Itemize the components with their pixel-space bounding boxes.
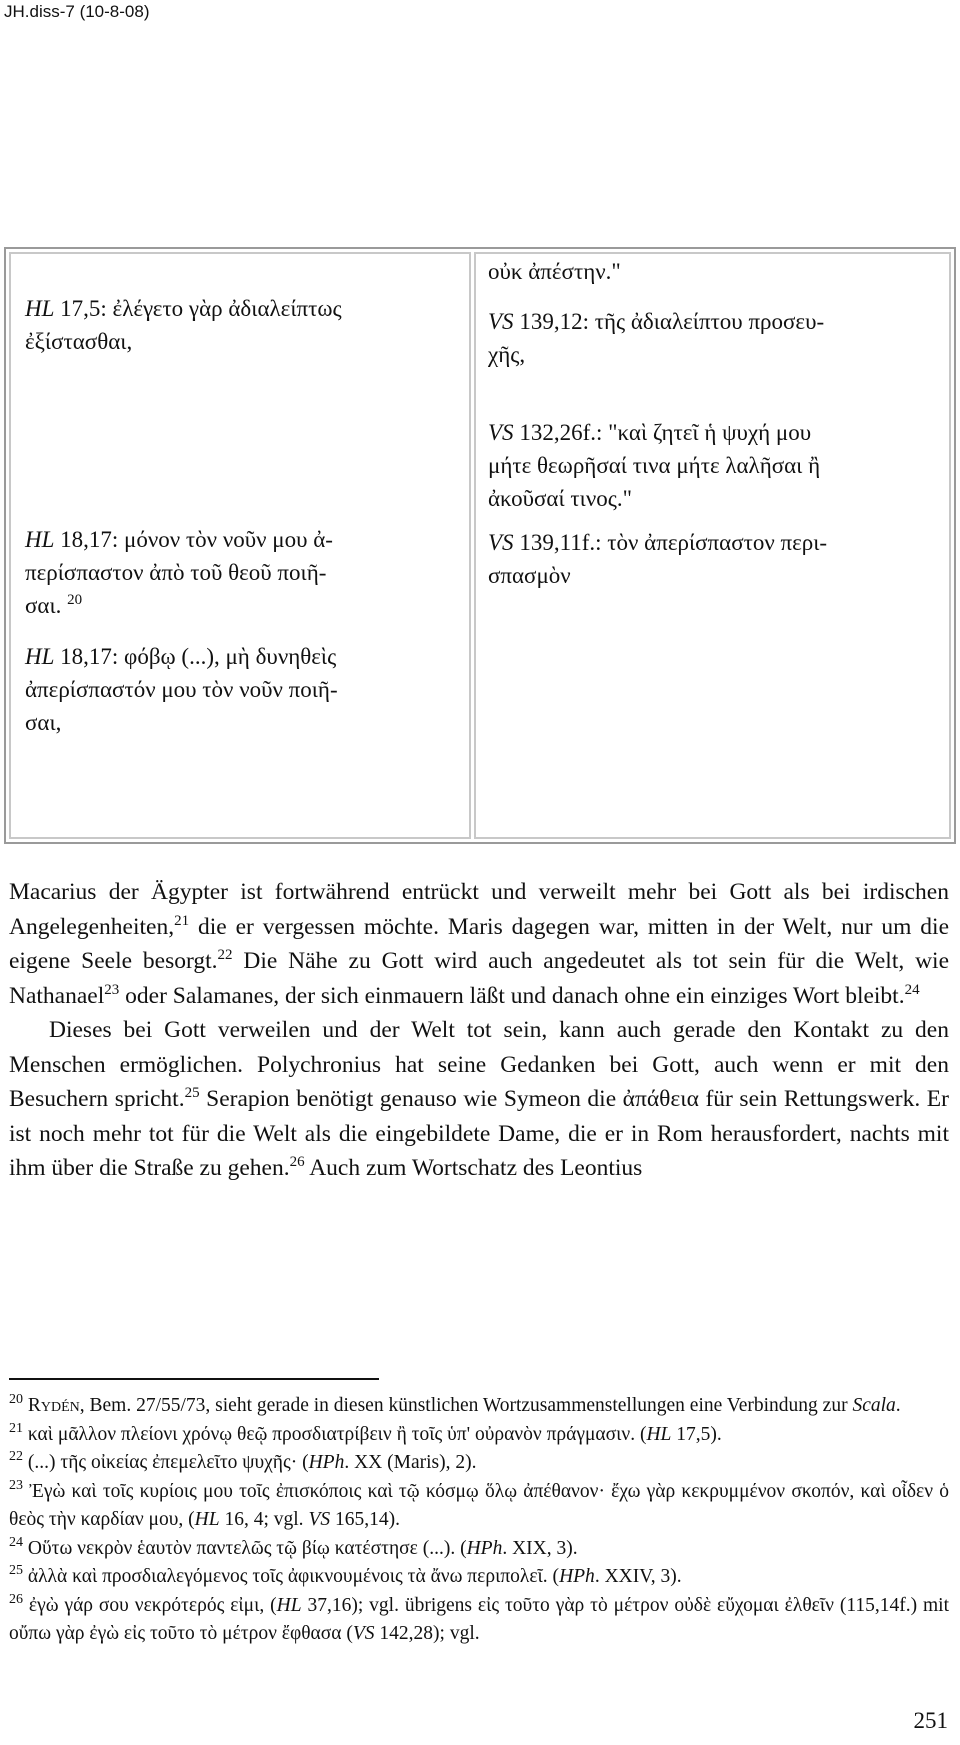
- footnote-ref-25: 25: [184, 1085, 200, 1101]
- footnote-divider: [9, 1378, 379, 1380]
- footnote-26: $^{26}$ ἐγὼ γάρ σου νεκρότερός εἰμι, (HL 37,16); vgl. übrigens εἰς τοῦτο γὰρ τὸ μέτρον οὐδὲ εὔχομαι ἐλθεῖν (115,14f.) mit οὔπω γὰρ ἐγὼ εἰς τοῦτο τὸ μέτρον ἔφθασα (VS 142,28); vgl.: [9, 1591, 949, 1644]
- footnote-ref-22: 22: [217, 947, 233, 963]
- footnote-20: $^{20}$ Rydén, Bem. 27/55/73, sieht gerade in diesen künstlichen Wortzusammenstellungen eine Verbindung zur Scala.: [9, 1392, 901, 1416]
- quote-vs-139-11: VS 139,11f.: τὸν ἀπερίσπαστον περι- σπασμὸν: [488, 530, 828, 588]
- quote-hl-18-17-b: HL 18,17: φόβῳ (...), μὴ δυνηθεὶς ἀπερίσπαστόν μου τὸν νοῦν ποιῆ- σαι,: [25, 644, 338, 735]
- quote-right-a: οὐκ ἀπέστην.": [488, 259, 621, 284]
- main-text: [9, 875, 949, 1186]
- footnotes: [9, 1392, 949, 1649]
- quote-hl-17-5: HL 17,5: ἐλέγετο γὰρ ἀδιαλείπτως ἐξίστασθαι,: [25, 296, 342, 354]
- footnote-ref-21: 21: [174, 912, 190, 929]
- footnote-ref-23: 23: [104, 981, 120, 998]
- quote-vs-139-12: VS 139,12: τῆς ἀδιαλείπτου προσευ- χῆς,: [488, 309, 825, 367]
- page-number: 251: [913, 1708, 948, 1733]
- paragraph-1: Macarius der Ägypter ist fortwährend entrückt und verweilt mehr bei Gott als bei irdischen Angelegenheiten,$^{21}$ die er vergessen möchte. Maris dagegen war, mitten in der Welt, nur um die eigene Seele besorgt.$^{22}$ Die Nähe zu Gott wird auch angedeutet als tot sein für die Welt, wie Nathanael$^{23}$ oder Salamanes, der sich einmauern läßt und danach ohne ein einziges Wort bleibt.$^{24}$: [9, 879, 950, 1009]
- document-header: JH.diss-7 (10-8-08): [4, 2, 150, 21]
- footnote-22: $^{22}$ (...) τῆς οἰκείας ἐπεμελεῖτο ψυχῆς· (HPh. XX (Maris), 2).: [9, 1449, 477, 1473]
- footnote-23: $^{23}$ Ἐγὼ καὶ τοῖς κυρίοις μου τοῖς ἐπισκόποις καὶ τῷ κόσμῳ ὅλῳ ἀπέθανον· ἔχω γὰρ κεκρυμμένον σκοπόν, καὶ οἶδεν ὁ θεὸς τὴν καρδίαν μου, (HL 16, 4; vgl. VS 165,14).: [9, 1477, 950, 1530]
- quote-hl-18-17-a: HL 18,17: μόνον τὸν νοῦν μου ἀ- περίσπαστον ἀπὸ τοῦ θεοῦ ποιῆ- σαι. $^{20}$: [25, 527, 333, 618]
- table-cell-right: [474, 252, 951, 839]
- footnote-ref-24: 24: [904, 981, 920, 998]
- footnote-24: $^{24}$ Οὕτω νεκρὸν ἑαυτὸν παντελῶς τῷ βίῳ κατέστησε (...). (HPh. XIX, 3).: [9, 1534, 578, 1559]
- footnote-21: $^{21}$ καὶ μᾶλλον πλείονι χρόνῳ θεῷ προσδιατρίβειν ἢ τοῖς ὑπ' οὐρανὸν πράγμασιν. (HL 17,5).: [9, 1420, 722, 1445]
- quote-vs-132-26: VS 132,26f.: "καὶ ζητεῖ ἡ ψυχή μου μήτε θεωρῆσαί τινα μήτε λαλῆσαι ἢ ἀκοῦσαί τινος.": [488, 420, 821, 511]
- footnote-25: $^{25}$ ἀλλὰ καὶ προσδιαλεγόμενος τοῖς ἀφικνουμένοις τὰ ἄνω περιπολεῖ. (HPh. XXIV, 3).: [9, 1563, 682, 1587]
- paragraph-2: Dieses bei Gott verweilen und der Welt tot sein, kann auch gerade den Kontakt zu den Menschen ermöglichen. Polychronius hat seine Gedanken bei Gott, auch wenn er mit den Besuchern spricht.$^{25}$ Serapion benötigt genauso wie Symeon die ἀπάθεια für sein Rettungswerk. Er ist noch mehr tot für die Welt als die eingebildete Dame, die er in Rom herausfordert, nachts mit ihm über die Straße zu gehen.$^{26}$ Auch zum Wortschatz des Leontius: [9, 1017, 949, 1181]
- comparison-table: [4, 247, 956, 844]
- table-cell-left: [9, 252, 471, 839]
- footnote-ref-20: 20: [67, 592, 83, 608]
- footnote-ref-26: 26: [289, 1154, 305, 1170]
